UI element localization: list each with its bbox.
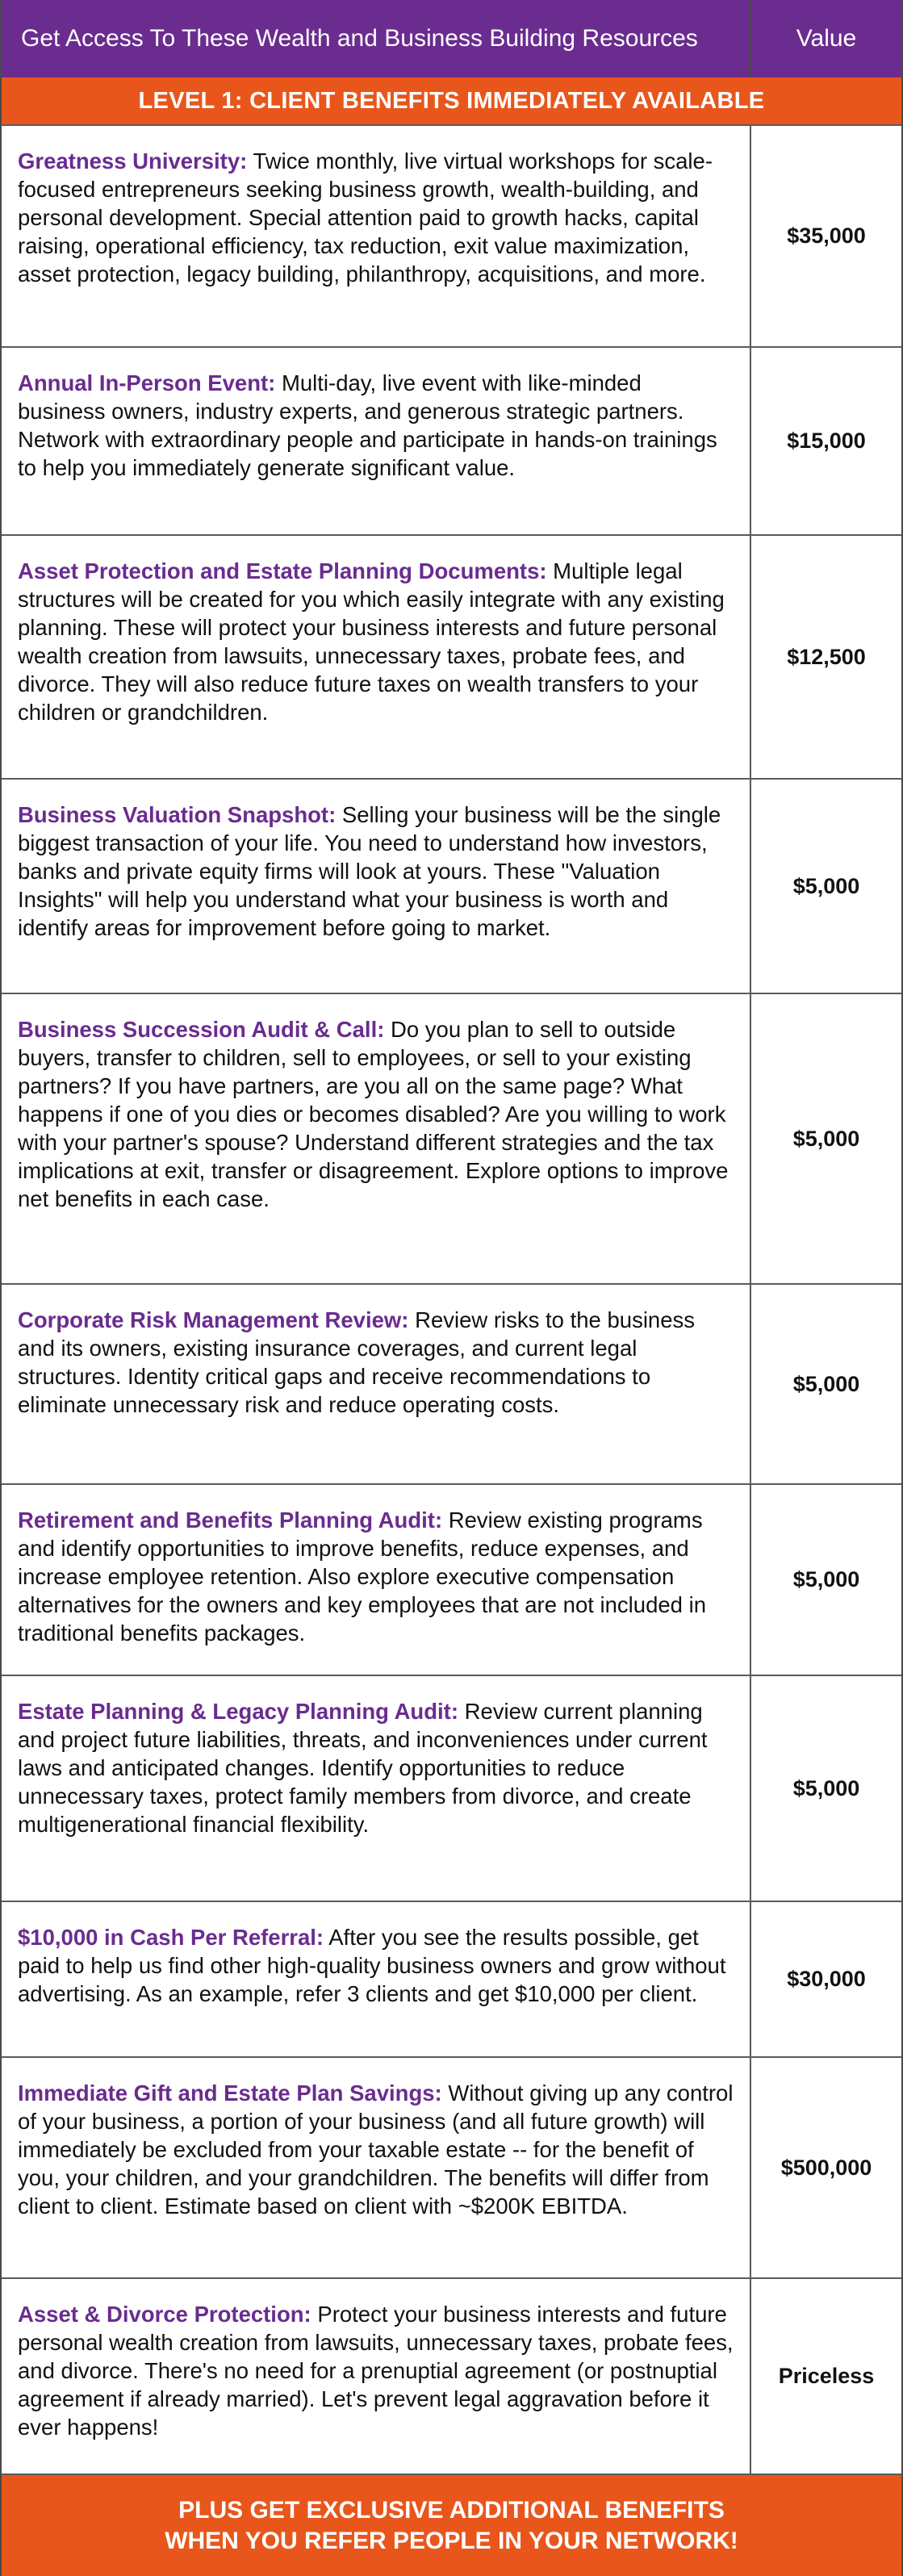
benefit-value: $15,000	[787, 429, 866, 453]
benefit-title: Greatness University:	[18, 148, 248, 174]
table-row	[2, 348, 901, 536]
benefit-text: Review current planning and project future liabilities, threats, and inconveniences under current laws and anticipated changes. Identify opportunities to reduce unnecessary taxes, protect family members from divorce, and create multigenerational financial flexibility.	[18, 1699, 708, 1837]
benefit-value: $5,000	[792, 1775, 860, 1800]
benefit-value: $12,500	[787, 644, 866, 669]
table-row	[2, 1676, 901, 1902]
table-row	[2, 780, 901, 994]
benefit-title: Business Valuation Snapshot:	[18, 802, 337, 827]
referral-banner-line-1: PLUS GET EXCLUSIVE ADDITIONAL BENEFITS	[178, 2496, 725, 2524]
benefit-text: Twice monthly, live virtual workshops for scale-focused entrepreneurs seeking business growth, wealth-building, and personal development. Special attention paid to growth hacks, capital raising, operational efficiency, tax reduction, exit value maximization, asset protection, legacy building, philanthropy, acquisitions, and more.	[18, 148, 713, 286]
benefit-value: $35,000	[787, 224, 866, 248]
table-row	[2, 124, 901, 348]
referral-banner-line-2: WHEN YOU REFER PEOPLE IN YOUR NETWORK!	[165, 2527, 738, 2554]
table-row	[2, 2058, 901, 2279]
table-header	[2, 0, 901, 77]
benefit-title: Estate Planning & Legacy Planning Audit:	[18, 1699, 458, 1724]
benefit-text: Without giving up any control of your business, a portion of your business (and all future growth) will immediately be excluded from your taxable estate -- for the benefit of you, your children, and your grandchildren. The benefits will differ from client to client. Estimate based on client with ~$200K EBITDA.	[18, 2080, 734, 2218]
benefit-title: Corporate Risk Management Review:	[18, 1307, 409, 1332]
benefit-description	[2, 1902, 751, 2056]
benefit-description	[2, 1676, 751, 1901]
resources-column-header: Get Access To These Wealth and Business Building Resources	[2, 0, 751, 77]
benefit-text: Review risks to the business and its owners, existing insurance coverages, and current legal structures. Identity critical gaps and receive recommendations to eliminate unnecessary risk and reduce operating costs.	[18, 1307, 696, 1417]
benefit-text: After you see the results possible, get paid to help us find other high-quality business owners and grow without advertising. As an example, refer 3 clients and get $10,000 per client.	[18, 1925, 726, 2006]
benefit-text: Multi-day, live event with like-minded business owners, industry experts, and generous strategic partners. Network with extraordinary people and participate in hands-on trainings to help you immediately generate significant value.	[18, 370, 717, 480]
benefit-value: $30,000	[787, 1967, 866, 1991]
benefit-text: Do you plan to sell to outside buyers, transfer to children, sell to employees, or sell to your existing partners? If you have partners, are you all on the same page? What happens if one of you dies or becomes disabled? Are you willing to work with your partner's spouse? Understand different strategies and the tax implications at exit, transfer or disagreement. Explore options to improve net benefits in each case.	[18, 1017, 729, 1211]
benefit-text: Selling your business will be the single biggest transaction of your life. You need to understand how investors, banks and private equity firms will look at yours. These "Valuation Insights" will help you understand what your business is worth and identify areas for improvement before going to market.	[18, 802, 721, 940]
benefit-value: $5,000	[792, 1371, 860, 1396]
table-row	[2, 2279, 901, 2475]
table-row	[2, 1902, 901, 2058]
benefit-description	[2, 780, 751, 993]
benefit-text: Multiple legal structures will be created for you which easily integrate with any existing planning. These will protect your business interests and future personal wealth creation from lawsuits, unnecessary taxes, probate fees, and divorce. They will also reduce future taxes on wealth transfers to your children or grandchildren.	[18, 558, 725, 725]
benefit-description	[2, 1285, 751, 1483]
benefit-title: Business Succession Audit & Call:	[18, 1017, 385, 1042]
table-row	[2, 536, 901, 780]
table-row	[2, 994, 901, 1285]
referral-banner	[2, 2475, 901, 2576]
benefit-value: $5,000	[792, 873, 860, 898]
benefit-title: Asset Protection and Estate Planning Documents:	[18, 558, 547, 583]
benefit-value: $500,000	[780, 2155, 872, 2180]
benefit-rows	[2, 124, 901, 2475]
benefit-title: $10,000 in Cash Per Referral:	[18, 1925, 324, 1950]
benefit-value: $5,000	[792, 1126, 860, 1151]
table-row	[2, 1485, 901, 1676]
benefit-description	[2, 126, 751, 346]
benefit-title: Asset & Divorce Protection:	[18, 2302, 311, 2327]
benefit-value: Priceless	[778, 2364, 875, 2388]
benefit-description	[2, 2058, 751, 2277]
table-row	[2, 1285, 901, 1485]
benefit-value: $5,000	[792, 1567, 860, 1591]
level-banner: LEVEL 1: CLIENT BENEFITS IMMEDIATELY AVAILABLE	[2, 77, 901, 124]
benefit-description	[2, 994, 751, 1283]
benefit-description	[2, 536, 751, 778]
benefit-text: Protect your business interests and future personal wealth creation from lawsuits, unnecessary taxes, probate fees, and divorce. There's no need for a prenuptial agreement (or postnuptial agreement if already married). Let's prevent legal aggravation before it ever happens!	[18, 2302, 734, 2440]
benefit-title: Annual In-Person Event:	[18, 370, 276, 395]
value-column-header: Value	[796, 25, 857, 52]
benefit-description	[2, 348, 751, 534]
benefit-title: Retirement and Benefits Planning Audit:	[18, 1508, 443, 1533]
benefit-description	[2, 2279, 751, 2474]
benefit-text: Review existing programs and identify opportunities to improve benefits, reduce expenses, and increase employee retention. Also explore executive compensation alternatives for the owners and key employees that are not included in traditional benefits packages.	[18, 1508, 706, 1646]
benefit-title: Immediate Gift and Estate Plan Savings:	[18, 2080, 442, 2106]
benefit-description	[2, 1485, 751, 1675]
